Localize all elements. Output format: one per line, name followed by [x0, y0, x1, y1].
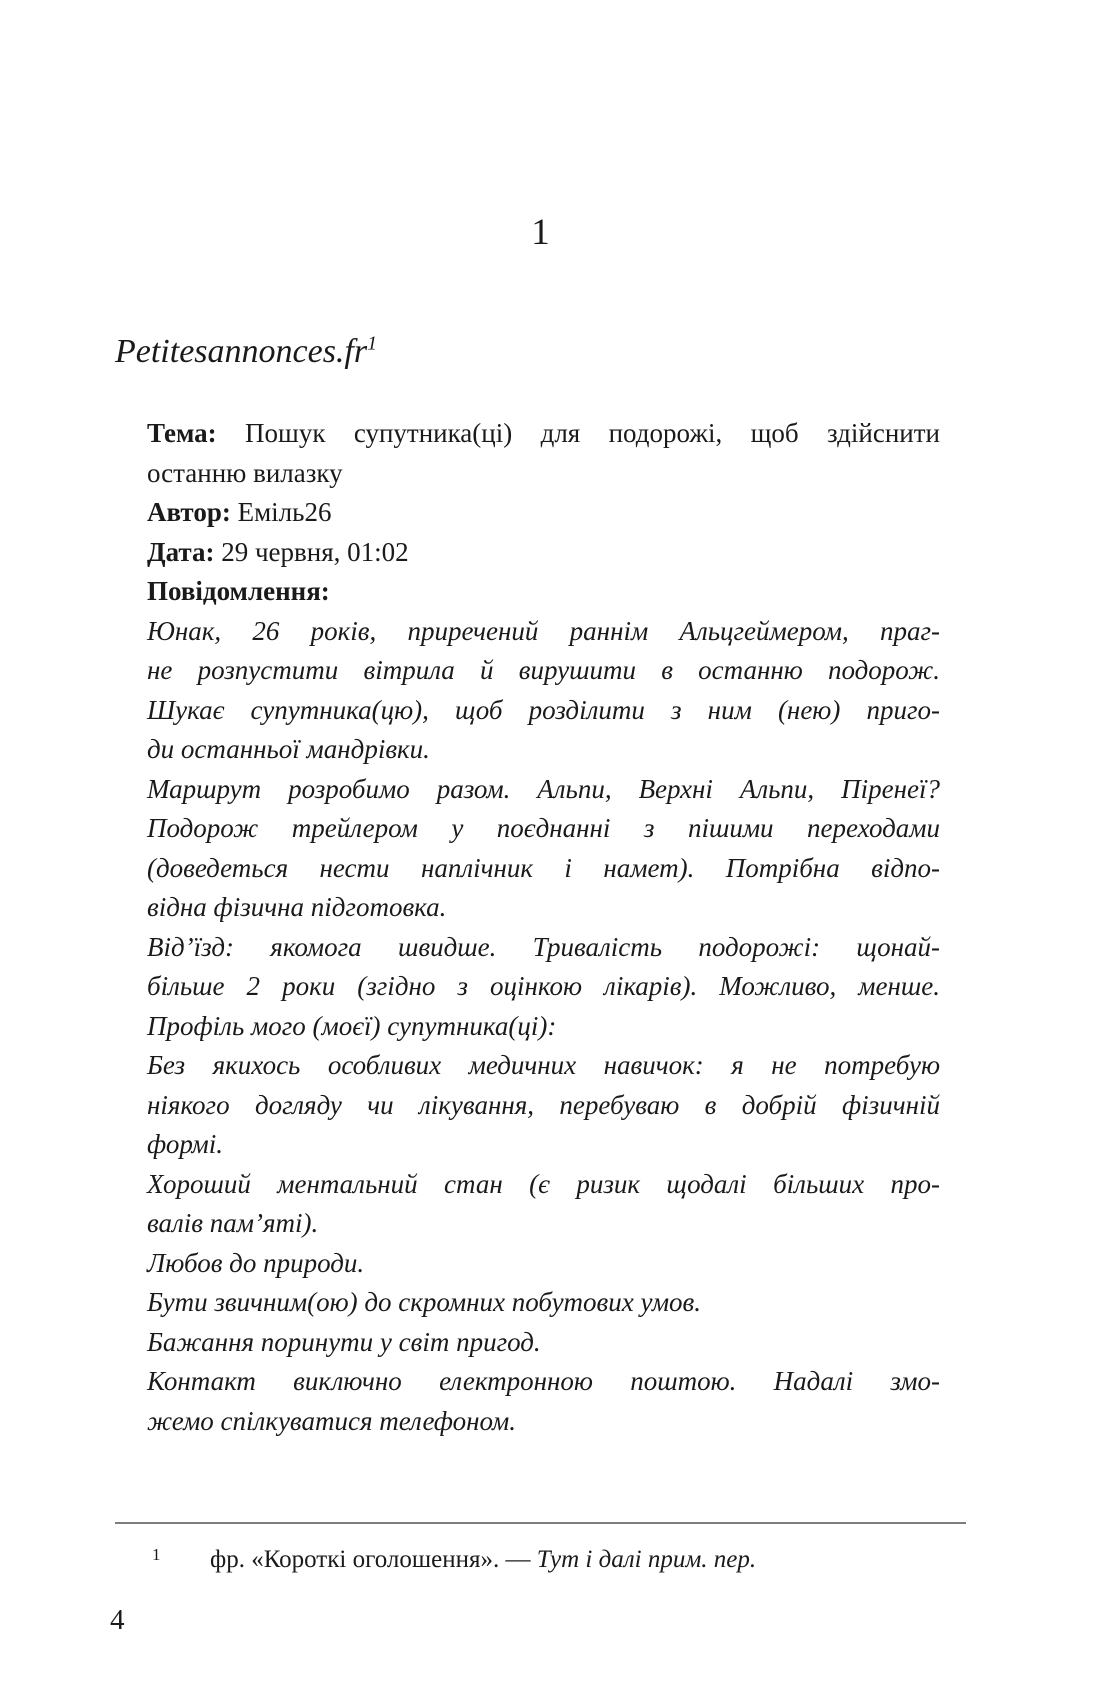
- footnote-divider: [115, 1522, 966, 1524]
- field-label: Тема:: [147, 418, 217, 448]
- section-title-text: Petitesannonces.fr: [115, 333, 368, 370]
- field-label: Повідомлення:: [147, 576, 330, 606]
- text-line: Контакт виключно електронною поштою. Надалі змо-: [147, 1366, 940, 1396]
- text-line: Маршрут розробимо разом. Альпи, Верхні Альпи, Піренеї?: [147, 773, 940, 804]
- footnote-marker: 1: [152, 1545, 161, 1564]
- field-label: Дата:: [147, 536, 215, 567]
- text-line: Юнак, 26 років, приречений раннім Альцгеймером, праг-: [147, 615, 940, 646]
- text-line: валів пам’яті).: [147, 1208, 319, 1238]
- message-body: [147, 414, 940, 1441]
- text-line: Бажання поринути у світ пригод.: [147, 1326, 541, 1357]
- section-title: [115, 330, 966, 374]
- text-line: Тема: Пошук супутника(ці) для подорожі, щоб здійснити: [147, 418, 940, 448]
- text-line: Хороший ментальний стан (є ризик щодалі більших про-: [147, 1168, 940, 1199]
- field-label: Автор:: [147, 497, 231, 527]
- text-line: Подорож трейлером у поєднанні з пішими переходами: [147, 813, 940, 843]
- text-line: ніякого догляду чи лікування, перебуваю в добрій фізичній: [147, 1089, 940, 1120]
- text-line: Автор: Еміль26: [147, 497, 332, 527]
- text-line: Бути звичним(ою) до скромних побутових умов.: [147, 1287, 702, 1317]
- text-line: жемо спілкуватися телефоном.: [147, 1405, 516, 1436]
- text-line: Любов до природи.: [147, 1247, 365, 1278]
- text-line: Профіль мого (моєї) супутника(ці):: [147, 1010, 557, 1041]
- text-line: Дата: 29 червня, 01:02: [147, 536, 409, 567]
- text-line: ди останньої мандрівки.: [147, 734, 430, 764]
- text-line: не розпустити вітрила й вирушити в останню подорож.: [147, 655, 940, 685]
- footnote-text: фр. «Короткі оголошення». —: [210, 1546, 537, 1573]
- text-line: більше 2 роки (згідно з оцінкою лікарів). Можливо, менше.: [147, 971, 940, 1001]
- footnote-text-italic: Тут і далі прим. пер.: [536, 1546, 757, 1573]
- text-line: Шукає супутника(цю), щоб розділити з ним (нею) приго-: [147, 694, 940, 725]
- footnote-reference: 1: [367, 332, 378, 355]
- text-line: формі.: [147, 1129, 223, 1159]
- page-number: 4: [110, 1604, 125, 1636]
- text-line: відна фізична підготовка.: [147, 892, 447, 922]
- text-line: останню вилазку: [147, 457, 343, 488]
- text-line: Без якихось особливих медичних навичок: я не потребую: [147, 1050, 940, 1080]
- text-line: (доведеться нести наплічник і намет). Потрібна відпо-: [147, 852, 940, 883]
- text-line: Від’їзд: якомога швидше. Тривалість подорожі: щонай-: [147, 931, 940, 962]
- footnote: [115, 1538, 966, 1577]
- text-line: [147, 572, 940, 612]
- chapter-number: 1: [531, 212, 550, 253]
